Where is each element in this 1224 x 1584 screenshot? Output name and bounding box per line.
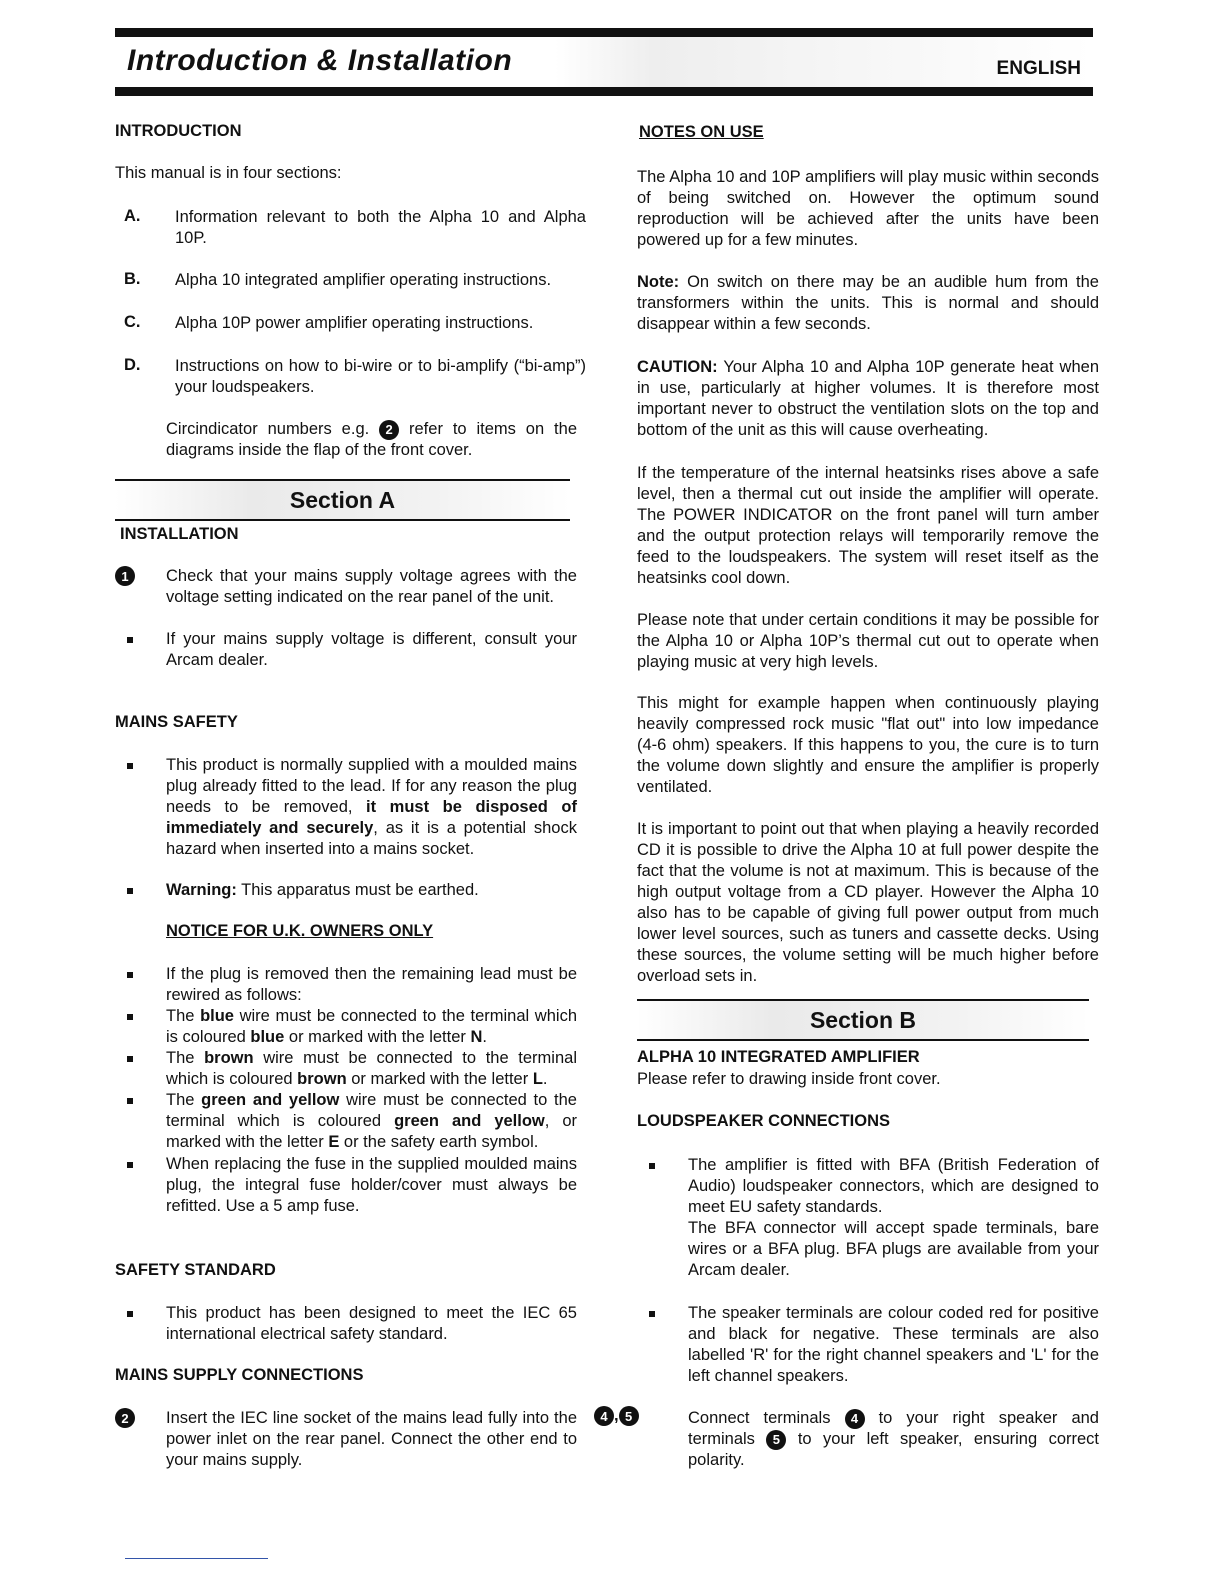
section-a-banner [115,479,570,521]
footer-rule [125,1558,268,1559]
notes-on-use-heading: NOTES ON USE [639,123,764,141]
notes-paragraph: The Alpha 10 and 10P amplifiers will play music within seconds of being switched on. However the optimum sound reproduction will be achieved after the units have been powered up for a few minutes. [637,168,1099,249]
list-text: Information relevant to both the Alpha 10 and Alpha 10P. [175,208,586,247]
section-a-title: Section A [289,487,396,513]
notes-paragraph: This might for example happen when continuously playing heavily compressed rock music "flat out" into low impedance (4-6 ohm) speakers. If this happens to you, the cure is to turn the volume down slightly and ensure the amplifier is properly ventilated. [637,694,1099,796]
list-text: Alpha 10 integrated amplifier operating instructions. [175,271,552,289]
bullet-item: This product is normally supplied with a moulded mains plug already fitted to the lead. If for any reason the plug needs to be removed, it must be disposed of immediately and securely, as it is a potential shock hazard when inserted into a mains socket. [115,755,577,860]
step-1-icon: 1 [115,566,135,586]
alpha-10-heading: ALPHA 10 INTEGRATED AMPLIFIER [637,1048,920,1066]
step-1 [115,566,577,608]
safety-standard-heading: SAFETY STANDARD [115,1261,276,1279]
bullet-icon [127,1162,133,1168]
bullet-icon [127,763,133,769]
installation-heading: INSTALLATION [120,525,239,543]
list-item [124,207,586,249]
mains-safety-heading: MAINS SAFETY [115,713,238,731]
list-text: Instructions on how to bi-wire or to bi-amplify (“bi-amp”) your loudspeakers. [175,357,586,396]
bullet-icon [649,1311,655,1317]
list-item [124,313,586,334]
bullet-icon [127,1311,133,1317]
list-marker: D. [124,356,141,374]
step-1-text: Check that your mains supply voltage agrees with the voltage setting indicated on the rear panel of the unit. [166,567,577,606]
step-2-icon: 2 [115,1408,135,1428]
section-b-title: Section B [809,1007,917,1033]
bullet-item: The amplifier is fitted with BFA (British Federation of Audio) loudspeaker connectors, which are designed to meet EU safety standards. The BFA connector will accept spade terminals, bare wires or a BFA plug. BFA plugs are available from your Arcam dealer. [637,1155,1099,1281]
language-label: ENGLISH [996,58,1081,79]
notes-paragraph: Note: On switch on there may be an audible hum from the transformers within the units. This is normal and should disappear within a few seconds. [637,273,1099,333]
bullet-item: The blue wire must be connected to the terminal which is coloured blue or marked with the letter N. [115,1006,577,1048]
bullet-icon [127,888,133,894]
bullet-icon [127,1056,133,1062]
list-text: Alpha 10P power amplifier operating instructions. [175,314,534,332]
step-2 [115,1408,577,1471]
step-4-icon: 4 [594,1406,614,1426]
introduction-heading: INTRODUCTION [115,122,242,140]
circindicator-note: Circindicator numbers e.g. 2 refer to items on the diagrams inside the flap of the front cover. [166,420,577,459]
list-marker: A. [124,207,141,225]
terminal-5-icon: 5 [766,1430,786,1450]
intro-text: This manual is in four sections: [115,164,342,182]
bullet-item: Warning: This apparatus must be earthed. [115,880,577,901]
header-rule-top [115,28,1093,37]
mains-connections-heading: MAINS SUPPLY CONNECTIONS [115,1366,364,1384]
bullet-icon [127,972,133,978]
bullet-icon [127,1098,133,1104]
section-b-banner [637,999,1089,1041]
notes-paragraph: It is important to point out that when playing a heavily recorded CD it is possible to drive the Alpha 10 at full power despite the fact that the volume is not at maximum. This is because of the high output voltage from a CD player. However the Alpha 10 also has to be capable of giving full power output from much lower level sources, such as tuners and cassette decks. Using these sources, the volume setting will be much higher before overload sets in. [637,820,1099,985]
step-2-text: Insert the IEC line socket of the mains lead fully into the power inlet on the rear panel. Connect the other end to your mains supply. [166,1409,577,1469]
bullet-item: This product has been designed to meet the IEC 65 international electrical safety standard. [115,1303,577,1345]
notes-paragraph: Please note that under certain conditions it may be possible for the Alpha 10 or Alpha 10P’s thermal cut out to operate when playing music at very high levels. [637,611,1099,671]
bullet-item: When replacing the fuse in the supplied moulded mains plug, the integral fuse holder/cover must always be refitted. Use a 5 amp fuse. [115,1154,577,1217]
list-marker: C. [124,313,141,331]
bullet-item: If your mains supply voltage is different, consult your Arcam dealer. [115,629,577,671]
alpha-10-text: Please refer to drawing inside front cover. [637,1070,941,1088]
bullet-icon [127,1014,133,1020]
bullet-item: The green and yellow wire must be connected to the terminal which is coloured green and yellow, or marked with the letter E or the safety earth symbol. [115,1090,577,1153]
step-4-5-marker: 4 , 5 [594,1406,639,1426]
step-5-icon: 5 [619,1406,639,1426]
bullet-icon [127,637,133,643]
page-title: Introduction & Installation [127,44,513,77]
notice-heading: NOTICE FOR U.K. OWNERS ONLY [166,922,434,940]
list-item [124,356,586,398]
list-item [124,270,586,291]
bullet-item: If the plug is removed then the remaining lead must be rewired as follows: [115,964,577,1006]
circindicator-2-icon: 2 [379,420,399,440]
loudspeaker-heading: LOUDSPEAKER CONNECTIONS [637,1112,891,1130]
header-rule-bottom [115,87,1093,96]
bullet-icon [649,1163,655,1169]
caution-paragraph: CAUTION: Your Alpha 10 and Alpha 10P generate heat when in use, particularly at higher volumes. It is therefore most important never to obstruct the ventilation slots on the top and bottom of the unit as this will cause overheating. [637,358,1099,439]
notes-paragraph: If the temperature of the internal heatsinks rises above a safe level, then a thermal cut out inside the amplifier will operate. The POWER INDICATOR on the front panel will turn amber and the output protection relays will temporarily remove the feed to the loudspeakers. The system will reset itself as the heatsinks cool down. [637,464,1099,587]
bullet-item: The speaker terminals are colour coded red for positive and black for negative. These terminals are also labelled 'R' for the right channel speakers and 'L' for the left channel speakers. [637,1303,1099,1387]
connect-terminals-text: Connect terminals 4 to your right speaker and terminals 5 to your left speaker, ensuring correct polarity. [688,1409,1100,1469]
terminal-4-icon: 4 [845,1409,865,1429]
bullet-item: The brown wire must be connected to the terminal which is coloured brown or marked with the letter L. [115,1048,577,1090]
list-marker: B. [124,270,141,288]
